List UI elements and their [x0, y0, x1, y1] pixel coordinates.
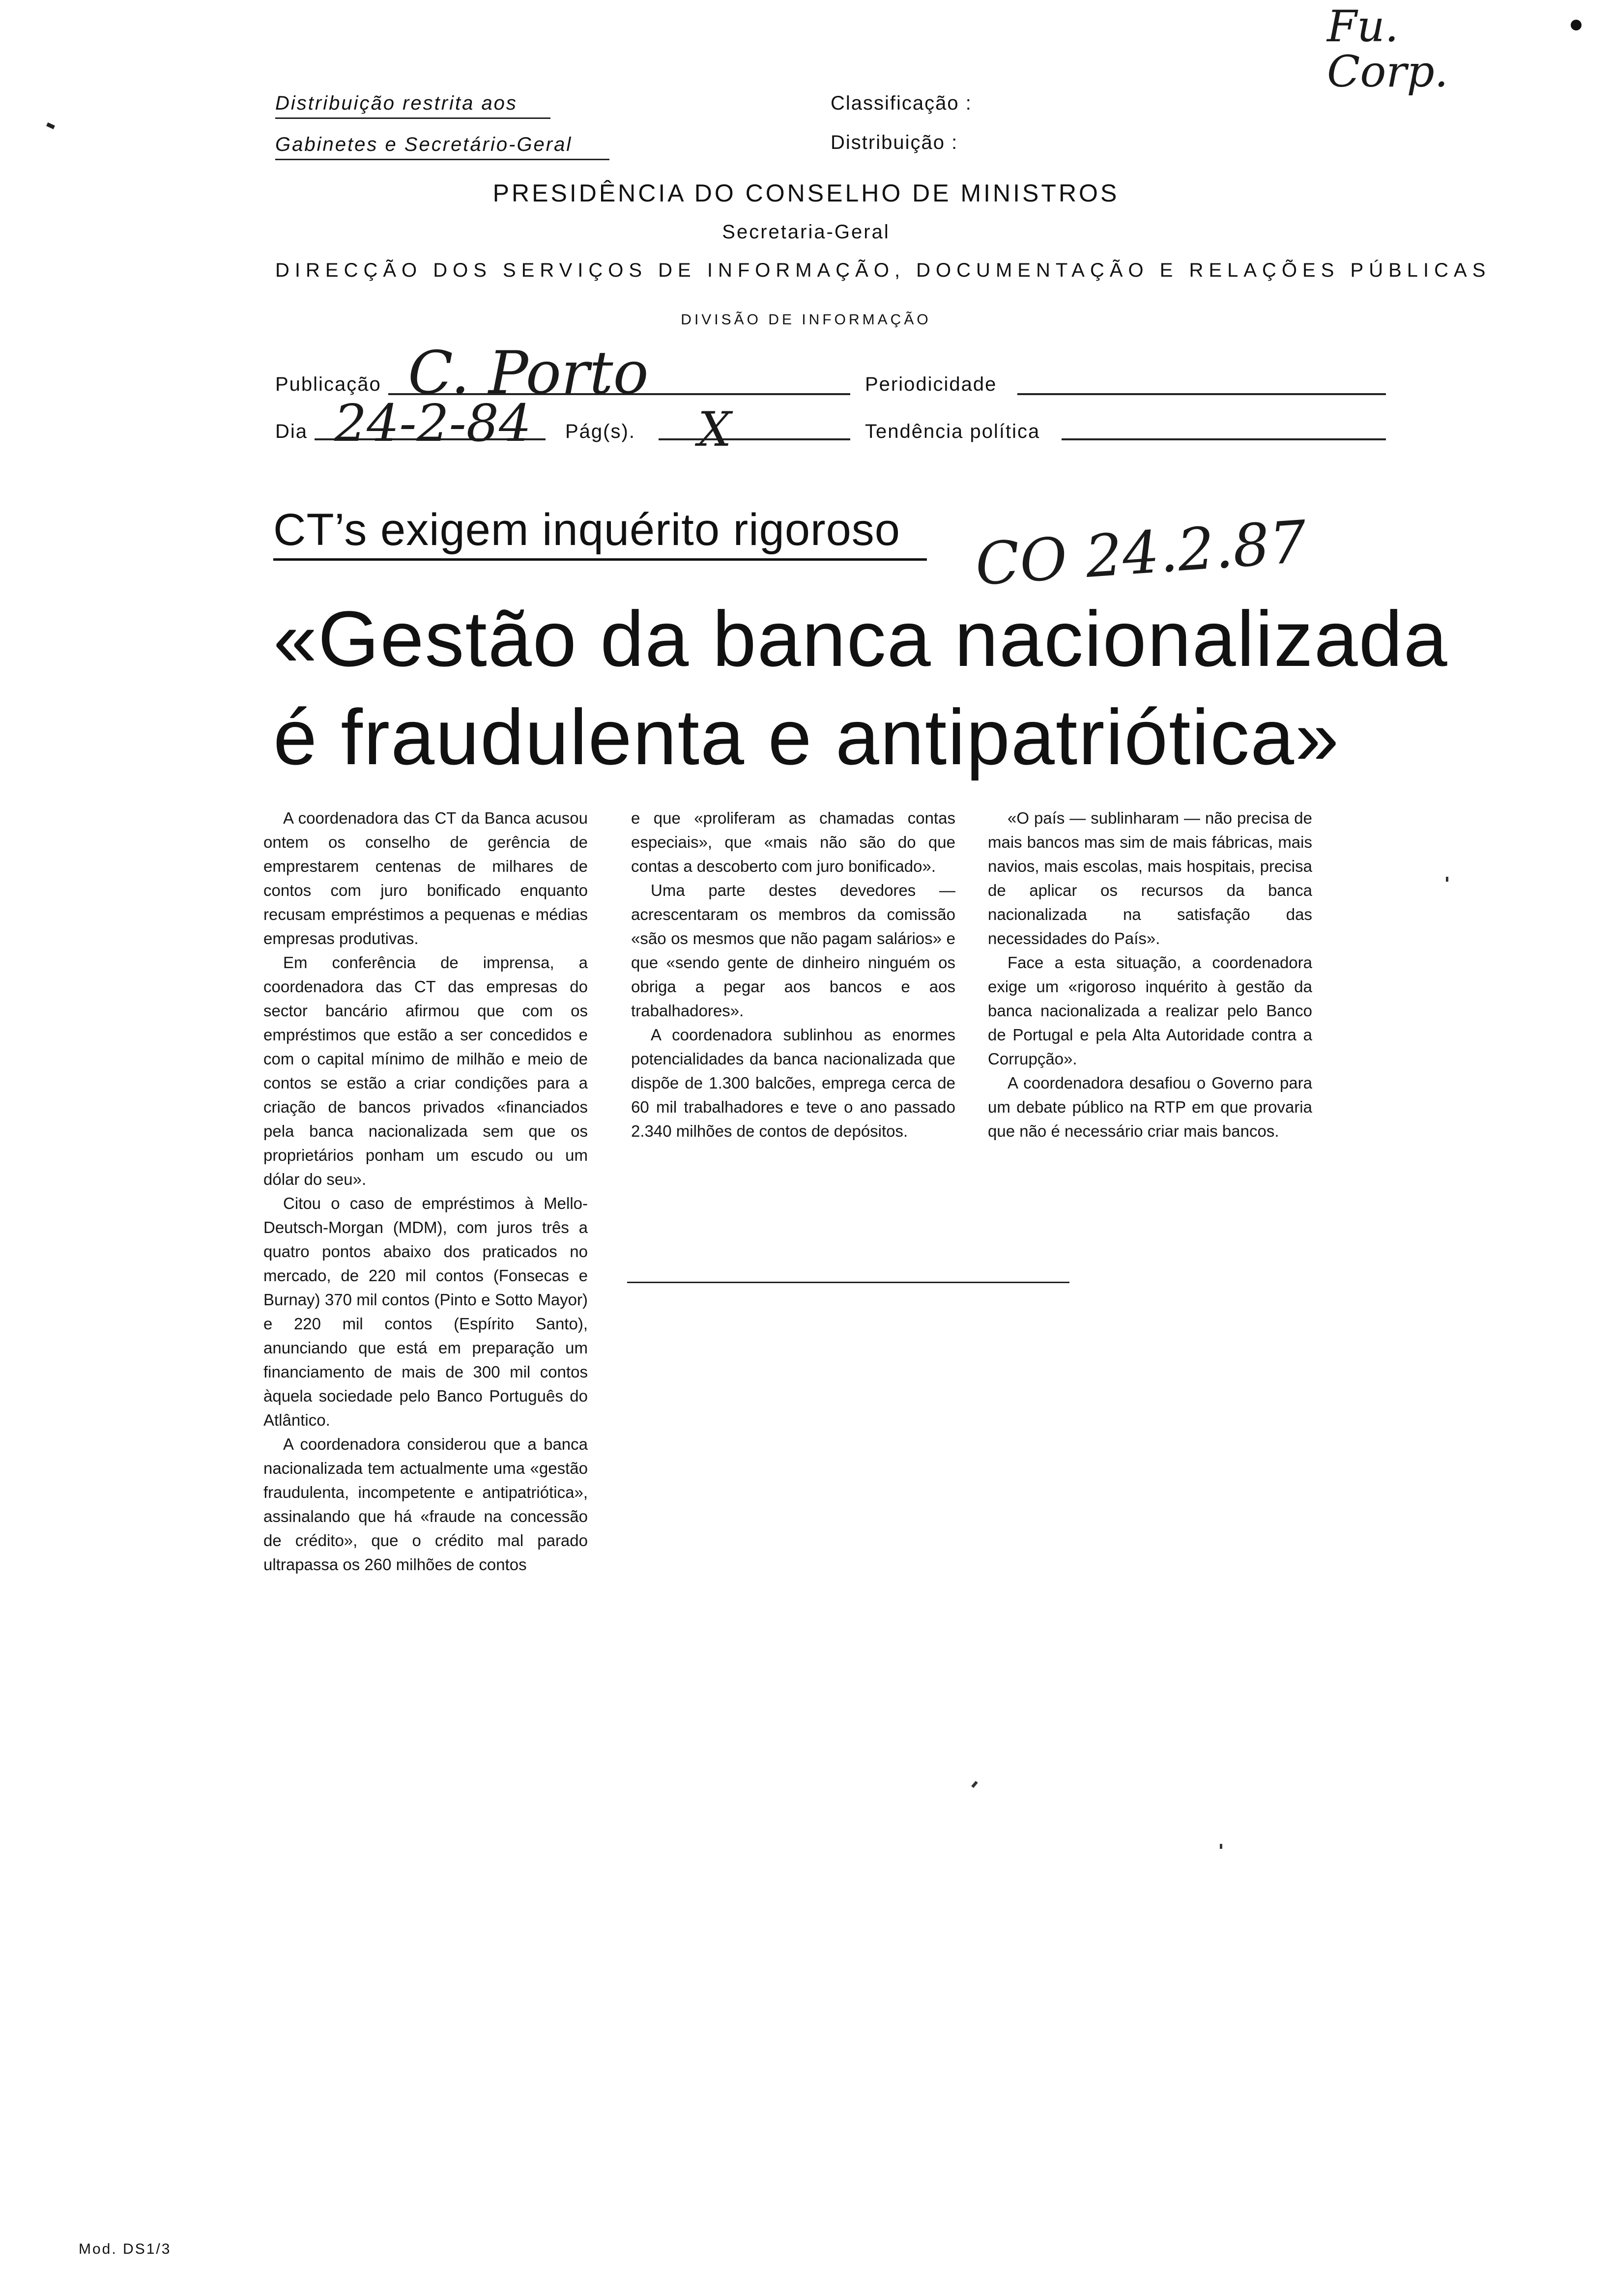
speck	[1220, 1844, 1222, 1849]
distribution-note	[275, 92, 609, 160]
distribution-note-line1: Distribuição restrita aos	[275, 92, 550, 119]
pags-line	[659, 438, 850, 440]
speck	[971, 1781, 978, 1788]
ink-mark	[46, 122, 55, 129]
org-subtitle: Secretaria-Geral	[722, 221, 890, 243]
headline-line2: é fraudulenta e antipatriótica»	[273, 693, 1340, 781]
article-column-1	[263, 806, 588, 1577]
dia-label: Dia	[275, 421, 308, 442]
article-column-3	[988, 806, 1312, 1143]
corner-note-line2: Corp.	[1327, 46, 1448, 97]
col3-paragraph-1: «O país — sublinharam — não precisa de mais bancos mas sim de mais fábricas, mais navios, mais escolas, mais hospitais, precisa de aplicar os recursos da banca nacionalizada na satisfação das necessidades do País».	[988, 809, 1312, 947]
speck	[1446, 877, 1448, 882]
distribution-note-line2: Gabinetes e Secretário-Geral	[275, 134, 609, 160]
corner-note-line1: Fu.	[1327, 1, 1399, 52]
article-end-rule	[627, 1282, 1069, 1283]
distribution-label: Distribuição :	[831, 132, 958, 153]
col2-paragraph-2: Uma parte destes devedores — acrescentaram os membros da comissão «são os mesmos que não pagam salários» e que «sendo gente de dinheiro ninguém os obriga a pegar aos bancos e aos trabalhadores».	[631, 881, 955, 1020]
publicacao-label: Publicação	[275, 373, 381, 395]
corner-handwritten-note	[1327, 1, 1448, 97]
division-title: DIVISÃO DE INFORMAÇÃO	[681, 312, 931, 328]
col3-paragraph-2: Face a esta situação, a coordenadora exige um «rigoroso inquérito à gestão da banca nacionalizada a realizar pelo Banco de Portugal e pela Alta Autoridade contra a Corrupção».	[988, 953, 1312, 1068]
form-code: Mod. DS1/3	[79, 2241, 172, 2257]
pags-value: X	[698, 402, 732, 457]
dia-value: 24-2-84	[334, 393, 532, 453]
ink-dot	[1571, 20, 1582, 30]
col1-paragraph-1: A coordenadora das CT da Banca acusou ontem os conselho de gerência de emprestarem centenas de milhares de contos com juro bonificado enquanto recusam empréstimos a pequenas e médias empresas produtivas.	[263, 809, 588, 947]
org-title: PRESIDÊNCIA DO CONSELHO DE MINISTROS	[492, 179, 1120, 207]
pags-label: Pág(s).	[565, 421, 635, 442]
col2-paragraph-3: A coordenadora sublinhou as enormes potencialidades da banca nacionalizada que dispõe de 1.300 balcões, emprega cerca de 60 mil trabalhadores e teve o ano passado 2.340 milhões de contos de depósitos.	[631, 1026, 955, 1140]
directorate-title: DIRECÇÃO DOS SERVIÇOS DE INFORMAÇÃO, DOCUMENTAÇÃO E RELAÇÕES PÚBLICAS	[275, 259, 1491, 281]
archive-code: CO 24.2.87	[973, 507, 1309, 599]
headline-line1: «Gestão da banca nacionalizada	[273, 595, 1448, 683]
article-column-2	[631, 806, 955, 1143]
col1-paragraph-2: Em conferência de imprensa, a coordenadora das CT das empresas do sector bancário afirmou que com os empréstimos que estão a ser concedidos e com o capital mínimo de milhão e meio de contos se estão a criar condições para a criação de bancos privados «financiados pela banca nacionalizada sem que os proprietários ponham um escudo ou um dólar do seu».	[263, 953, 588, 1188]
periodicidade-line	[1017, 393, 1386, 395]
tendencia-line	[1062, 438, 1386, 440]
article-kicker: CT’s exigem inquérito rigoroso	[273, 507, 927, 561]
col2-paragraph-1: e que «proliferam as chamadas contas especiais», que «mais não são do que contas a descoberto com juro bonificado».	[631, 809, 955, 875]
col1-paragraph-3: Citou o caso de empréstimos à Mello-Deutsch-Morgan (MDM), com juros três a quatro pontos abaixo dos praticados no mercado, de 220 mil contos (Fonsecas e Burnay) 370 mil contos (Pinto e Sotto Mayor) e 220 mil contos (Espírito Santo), anunciando que está em preparação um financiamento de mais de 300 mil contos àquela sociedade pelo Banco Português do Atlântico.	[263, 1194, 588, 1429]
publicacao-value: C. Porto	[408, 339, 649, 407]
classification-label: Classificação :	[831, 92, 972, 114]
col1-paragraph-4: A coordenadora considerou que a banca nacionalizada tem actualmente uma «gestão fraudulenta, incompetente e antipatriótica», assinalando que há «fraude na concessão de crédito», que o crédito mal parado ultrapassa os 260 milhões de contos	[263, 1435, 588, 1574]
tendencia-label: Tendência política	[865, 421, 1040, 442]
periodicidade-label: Periodicidade	[865, 373, 997, 395]
article-headline	[273, 590, 1448, 786]
col3-paragraph-3: A coordenadora desafiou o Governo para um debate público na RTP em que provaria que não é necessário criar mais bancos.	[988, 1074, 1312, 1140]
